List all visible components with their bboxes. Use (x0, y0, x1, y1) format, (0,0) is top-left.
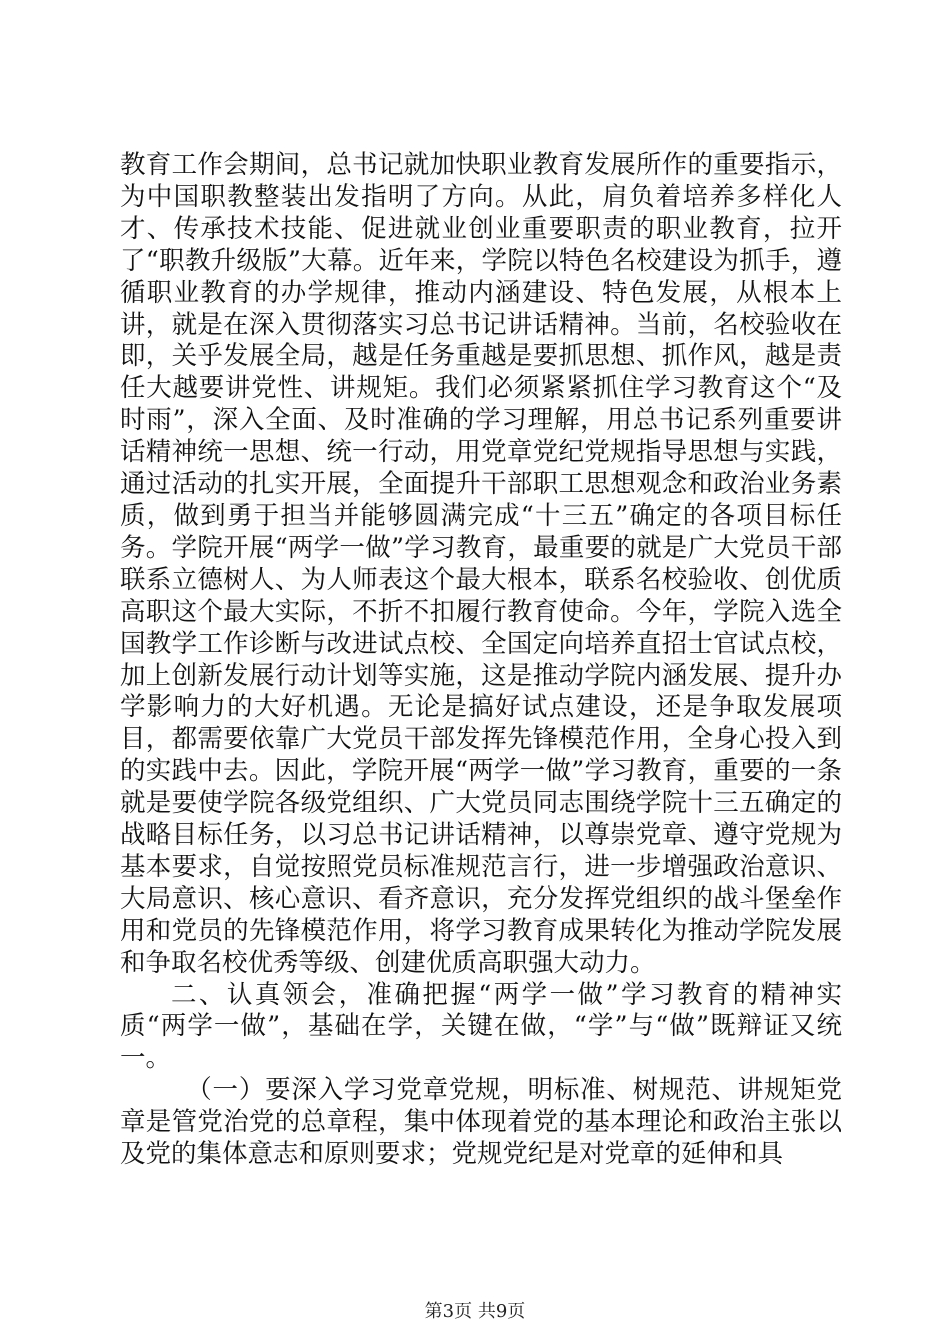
document-body (120, 150, 842, 1171)
page-number-footer: 第3页 共9页 (424, 1301, 526, 1322)
paragraph-section-two: 二、认真领会，准确把握“两学一做”学习教育的精神实质“两学一做”，基础在学，关键在做，“学”与“做”既辩证又统一。 (120, 979, 842, 1074)
paragraph-subsection-one: （一）要深入学习党章党规，明标准、树规范、讲规矩党章是管党治党的总章程，集中体现着党的基本理论和政治主张以及党的集体意志和原则要求；党规党纪是对党章的延伸和具 (120, 1075, 842, 1170)
paragraph-continuation: 教育工作会期间，总书记就加快职业教育发展所作的重要指示，为中国职教整装出发指明了方向。从此，肩负着培养多样化人才、传承技术技能、促进就业创业重要职责的职业教育，拉开了“职教升级版”大幕。近年来，学院以特色名校建设为抓手，遵循职业教育的办学规律，推动内涵建设、特色发展，从根本上讲，就是在深入贯彻落实习总书记讲话精神。当前，名校验收在即，关乎发展全局，越是任务重越是要抓思想、抓作风，越是责任大越要讲党性、讲规矩。我们必须紧紧抓住学习教育这个“及时雨”，深入全面、及时准确的学习理解，用总书记系列重要讲话精神统一思想、统一行动，用党章党纪党规指导思想与实践，通过活动的扎实开展，全面提升干部职工思想观念和政治业务素质，做到勇于担当并能够圆满完成“十三五”确定的各项目标任务。学院开展“两学一做”学习教育，最重要的就是广大党员干部联系立德树人、为人师表这个最大根本，联系名校验收、创优质高职这个最大实际，不折不扣履行教育使命。今年，学院入选全国教学工作诊断与改进试点校、全国定向培养直招士官试点校，加上创新发展行动计划等实施，这是推动学院内涵发展、提升办学影响力的大好机遇。无论是搞好试点建设，还是争取发展项目，都需要依靠广大党员干部发挥先锋模范作用，全身心投入到的实践中去。因此，学院开展“两学一做”学习教育，重要的一条就是要使学院各级党组织、广大党员同志围绕学院十三五确定的战略目标任务，以习总书记讲话精神，以尊崇党章、遵守党规为基本要求，自觉按照党员标准规范言行，进一步增强政治意识、大局意识、核心意识、看齐意识，充分发挥党组织的战斗堡垒作用和党员的先锋模范作用，将学习教育成果转化为推动学院发展和争取名校优秀等级、创建优质高职强大动力。 (120, 150, 842, 978)
